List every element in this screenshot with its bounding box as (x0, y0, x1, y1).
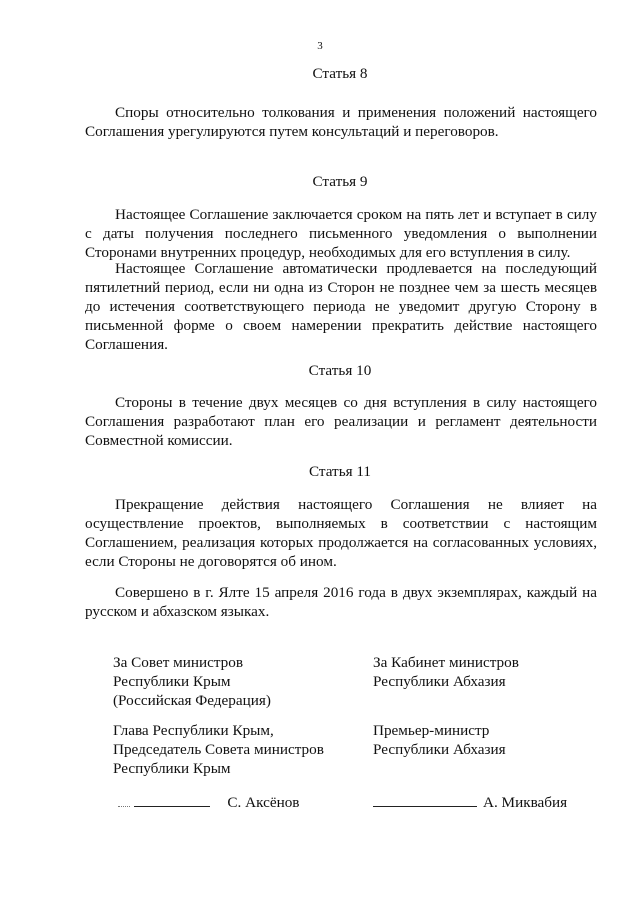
signature-mark (118, 794, 130, 807)
article-10-paragraph-1: Стороны в течение двух месяцев со дня вступления в силу настоящего Соглашения разработают план его реализации и регламент деятельности Совместной комиссии. (85, 394, 597, 449)
article-8-title: Статья 8 (312, 65, 368, 82)
left-position-line-2: Председатель Совета министров (113, 741, 324, 758)
article-8-paragraph-1: Споры относительно толкования и применения положений настоящего Соглашения урегулируются путем консультаций и переговоров. (85, 104, 597, 140)
closing-paragraph: Совершено в г. Ялте 15 апреля 2016 года в двух экземплярах, каждый на русском и абхазском языках. (85, 584, 597, 620)
left-position-line-1: Глава Республики Крым, (113, 722, 274, 739)
left-org-line-2: Республики Крым (113, 673, 231, 690)
right-position-line-1: Премьер-министр (373, 722, 490, 739)
right-signatory-name: А. Миквабия (483, 794, 568, 811)
article-10-title: Статья 10 (308, 362, 372, 379)
left-org-line-3: (Российская Федерация) (113, 692, 271, 709)
article-11-title: Статья 11 (308, 463, 372, 480)
left-signature-line (134, 794, 210, 807)
right-signatory-position (373, 721, 506, 759)
right-org-line-1: За Кабинет министров (373, 654, 519, 671)
left-org-line-1: За Совет министров (113, 654, 244, 671)
right-position-line-2: Республики Абхазия (373, 741, 506, 758)
left-signature-block (118, 793, 299, 812)
article-9-paragraph-1: Настоящее Соглашение заключается сроком на пять лет и вступает в силу с даты получения последнего письменного уведомления о выполнении Сторонами внутренних процедур, необходимых для его вступления в силу. (85, 206, 597, 261)
right-signatory-organization (373, 653, 519, 691)
right-org-line-2: Республики Абхазия (373, 673, 506, 690)
page-number: 3 (317, 40, 323, 52)
left-signatory-position (113, 721, 324, 778)
left-position-line-3: Республики Крым (113, 760, 231, 777)
article-9-paragraph-2: Настоящее Соглашение автоматически продлевается на последующий пятилетний период, если ни одна из Сторон не позднее чем за шесть месяцев до истечения соответствующего периода не уведомит другую Сторону в письменной форме о своем намерении прекратить действие настоящего Соглашения. (85, 260, 597, 353)
left-signatory-organization (113, 653, 271, 710)
right-signature-block (373, 793, 567, 812)
right-signature-line (373, 794, 477, 807)
article-9-title: Статья 9 (312, 173, 368, 190)
article-11-paragraph-1: Прекращение действия настоящего Соглашения не влияет на осуществление проектов, выполняемых в соответствии с настоящим Соглашением, реализация которых продолжается на согласованных условиях, если Стороны не договорятся об ином. (85, 496, 597, 570)
left-signatory-name: С. Аксёнов (227, 794, 300, 811)
